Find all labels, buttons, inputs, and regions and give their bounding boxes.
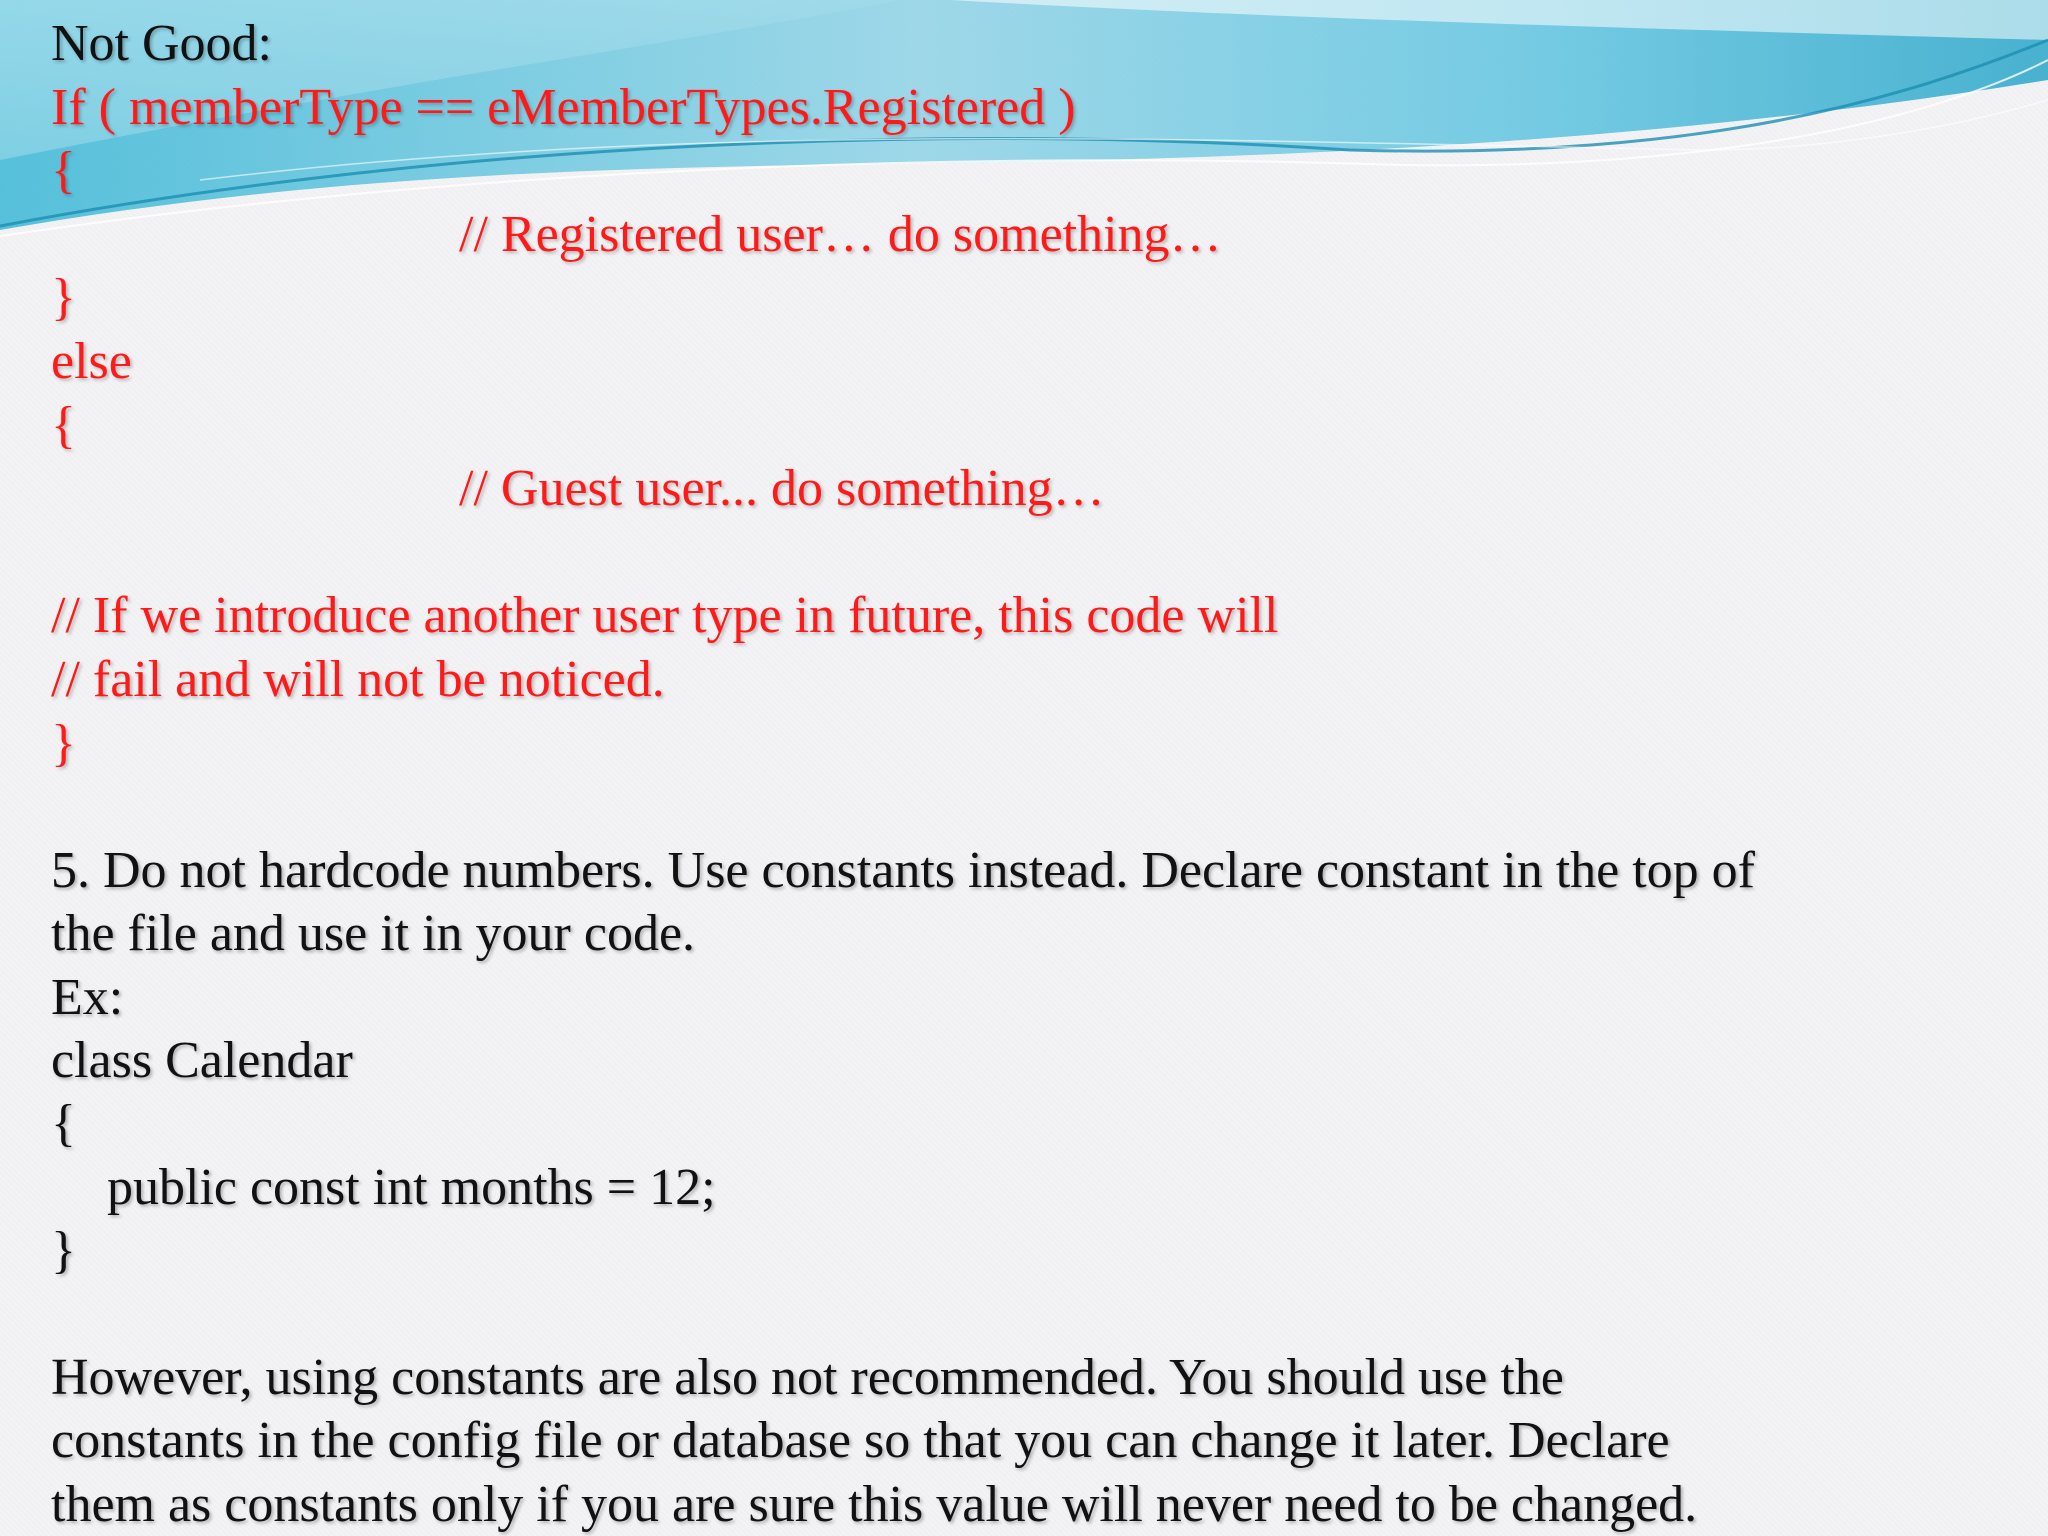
- blank-line: [51, 521, 2011, 585]
- code-else: else: [51, 332, 132, 390]
- however-line-3: them as constants only if you are sure this value will never need to be changed.: [51, 1475, 1698, 1533]
- code-class-calendar: class Calendar: [51, 1031, 353, 1089]
- code-if-condition: If ( memberType == eMemberTypes.Registered ): [51, 78, 1076, 136]
- heading-not-good: Not Good:: [51, 15, 272, 72]
- code-open-brace: {: [51, 396, 76, 454]
- code-close-brace: }: [51, 1222, 76, 1280]
- code-comment-future-1: // If we introduce another user type in future, this code will: [51, 587, 1279, 645]
- blank-line: [51, 1282, 2011, 1345]
- code-comment-future-2: // fail and will not be noticed.: [51, 650, 665, 708]
- however-line-1: However, using constants are also not recommended. You should use the: [51, 1348, 1564, 1406]
- code-open-brace: {: [51, 1095, 76, 1153]
- example-label: Ex:: [51, 968, 124, 1026]
- code-close-brace: }: [51, 269, 76, 327]
- code-comment-registered: // Registered user… do something…: [459, 205, 1222, 263]
- slide-content: [51, 12, 2011, 1536]
- point-5-line-2: the file and use it in your code.: [51, 905, 696, 963]
- code-comment-guest: // Guest user... do something…: [459, 460, 1105, 518]
- blank-line: [51, 775, 2011, 839]
- however-line-2: constants in the config file or database so that you can change it later. Declare: [51, 1412, 1670, 1470]
- code-close-brace: }: [51, 714, 76, 772]
- code-months-constant: public const int months = 12;: [107, 1158, 716, 1216]
- code-open-brace: {: [51, 142, 76, 200]
- point-5-line-1: 5. Do not hardcode numbers. Use constants instead. Declare constant in the top of: [51, 841, 1755, 899]
